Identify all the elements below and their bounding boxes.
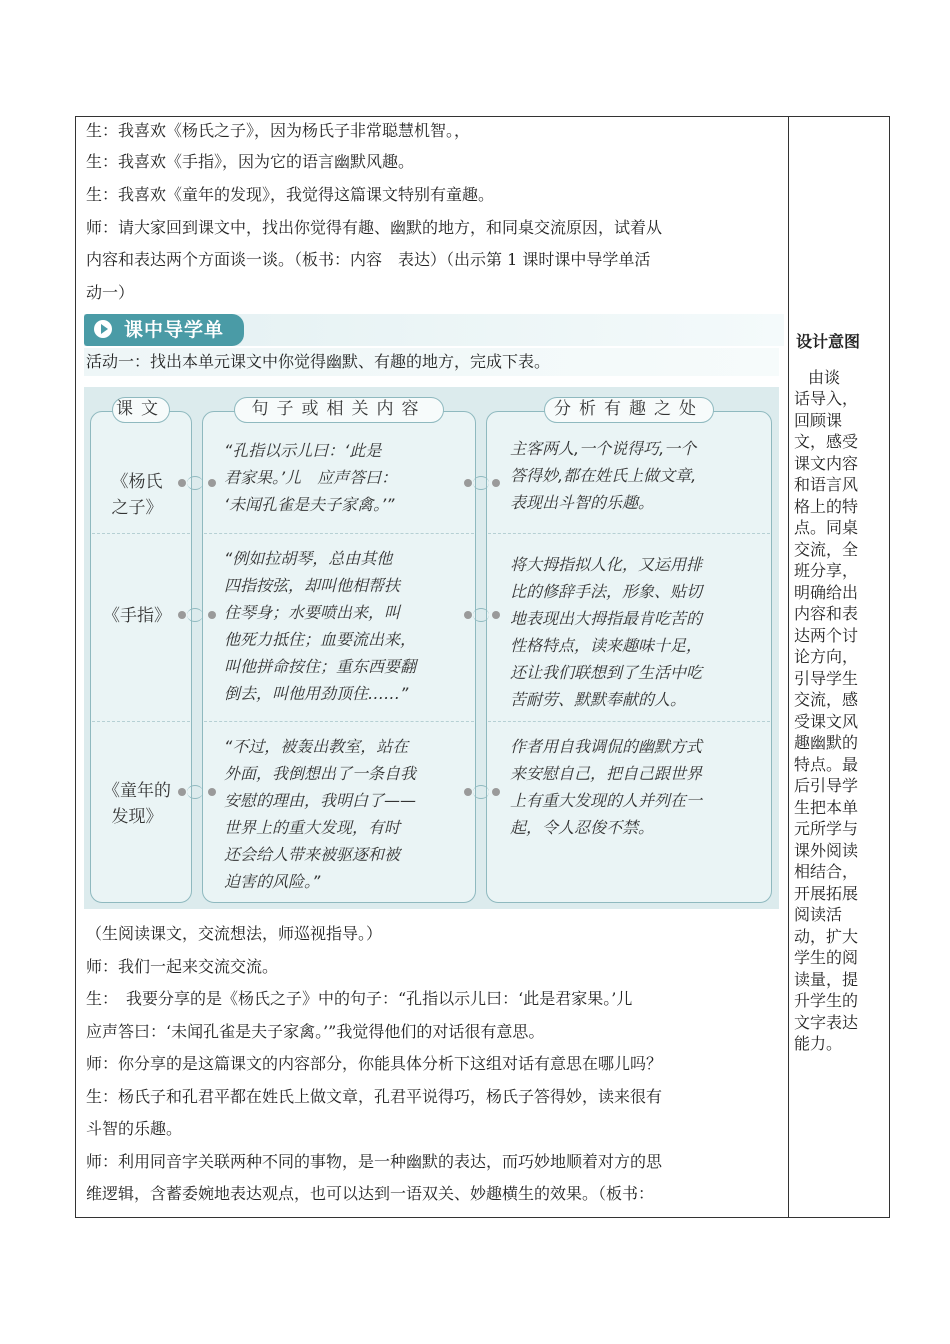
dialogue-line: 动一） [86,283,135,302]
row-separator [204,721,474,722]
design-intent-line: 交流，全 [794,539,859,559]
sentence-line: 叫他拼命按住；重东西要翻 [224,657,417,676]
design-intent-line: 后引导学 [794,776,859,795]
dialogue-line: 师：利用同音字关联两种不同的事物，是一种幽默的表达，而巧妙地顺着对方的思 [86,1152,663,1171]
connector-dot [178,788,186,796]
dialogue-line: 维逻辑，含蓄委婉地表达观点，也可以达到一语双关、妙趣横生的效果。（板书： [86,1184,655,1203]
design-intent-text [794,367,880,1055]
connector-dot [492,611,500,619]
sentence-line: 倒去，叫他用劲顶住……” [224,684,409,703]
dialogue-line: 内容和表达两个方面谈一谈。（板书：内容 表达）（出示第 1 课时课中导学单活 [86,250,651,269]
design-intent-line: 课文内容 [794,453,859,473]
sentence-line: “不过，被轰出教室，站在 [224,737,409,756]
analysis-line: 苦耐劳、默默奉献的人。 [510,690,687,709]
analysis-line: 上有重大发现的人并列在一 [510,791,703,810]
link-ring [187,476,203,490]
analysis-line: 答得妙,都在姓氏上做文章, [510,466,697,485]
connector-dot [464,479,472,487]
sentence-line: 外面，我倒想出了一条自我 [224,764,417,783]
design-intent-line: 话导入， [794,389,859,408]
design-intent-line: 课外阅读 [794,840,859,860]
link-ring [187,785,203,799]
row-separator [204,533,474,534]
design-intent-line: 由谈 [808,367,841,387]
sentence-line: 他死力抵住；血要流出来， [224,630,417,649]
design-intent-line: 趣幽默的 [794,733,859,752]
design-intent-line: 受课文风 [794,711,859,731]
sentence-line: 住琴身；水要喷出来，叫 [224,603,401,622]
lesson-title-line: 《手指》 [103,606,171,626]
analysis-line: 性格特点，读来趣味十足， [510,636,703,655]
play-icon [94,320,112,338]
row-separator [488,533,770,534]
banner-tab [84,314,244,346]
header-sentence: 句子或相关内容 [234,397,444,423]
row-separator [92,721,190,722]
design-intent-line: 生把本单 [794,797,859,817]
activity-instruction: 活动一：找出本单元课文中你觉得幽默、有趣的地方，完成下表。 [86,352,551,371]
sentence-cell [224,733,416,895]
design-intent-line: 动，扩大 [794,926,859,946]
sentence-line: 迫害的风险。” [224,872,321,891]
analysis-cell [510,435,696,516]
design-intent-line: 元所学与 [794,819,859,838]
connector-dot [464,788,472,796]
lesson-title-line: 发现》 [111,807,163,827]
sentence-cell [224,437,397,518]
connector-dot [208,611,216,619]
design-intent-line: 达两个讨 [794,625,859,645]
analysis-line: 地表现出大拇指最肯吃苦的 [510,609,703,628]
design-intent-line: 回顾课 [794,410,843,430]
design-intent-line: 引导学生 [794,668,859,688]
design-intent-line: 班分享， [794,561,859,580]
connector-dot [178,611,186,619]
dialogue-line: 生： 我要分享的是《杨氏之子》中的句子：“孔指以示儿曰：‘此是君家果。’儿 [86,989,633,1008]
column-divider [788,117,789,1217]
dialogue-line: 生：我喜欢《手指》，因为它的语言幽默风趣。 [86,152,415,171]
design-intent-line: 能力。 [794,1034,843,1053]
link-ring [473,608,489,622]
dialogue-line: 生：杨氏子和孔君平都在姓氏上做文章，孔君平说得巧，杨氏子答得妙，读来很有 [86,1087,663,1106]
dialogue-line: 师：请大家回到课文中，找出你觉得有趣、幽默的地方，和同桌交流原因，试着从 [86,218,663,237]
analysis-line: 将大拇指拟人化，又运用排 [510,555,703,574]
guide-sheet-banner [84,314,784,346]
connector-dot [464,611,472,619]
analysis-cell [510,733,702,841]
design-intent-line: 和语言风 [794,475,859,494]
connector-dot [178,479,186,487]
analysis-cell [510,551,702,713]
connector-dot [208,788,216,796]
analysis-line: 表现出斗智的乐趣。 [510,493,655,512]
sentence-line: ‘未闻孔雀是夫子家禽。’” [224,495,395,514]
analysis-line: 来安慰自己，把自己跟世界 [510,764,703,783]
design-intent-column [794,331,880,1055]
connector-dot [492,479,500,487]
analysis-line: 还让我们联想到了生活中吃 [510,663,703,682]
sentence-line: 世界上的重大发现，有时 [224,818,401,837]
link-ring [473,476,489,490]
lesson-cell [94,603,180,629]
dialogue-line: 生：我喜欢《童年的发现》，我觉得这篇课文特别有童趣。 [86,185,495,204]
sentence-line: 还会给人带来被驱逐和被 [224,845,401,864]
row-separator [92,533,190,534]
connector-dot [208,479,216,487]
design-intent-line: 阅读活 [794,905,843,924]
lesson-title-line: 之子》 [111,498,163,518]
sentence-line: “孔指以示儿曰：‘此是 [224,441,382,460]
header-analysis: 分析有趣之处 [544,397,714,423]
row-separator [488,721,770,722]
design-intent-line: 交流，感 [794,690,859,709]
lesson-cell [94,778,180,830]
analysis-line: 主客两人,一个说得巧,一个 [510,439,697,458]
lesson-cell [94,469,180,521]
banner-title: 课中导学单 [124,319,225,341]
design-intent-line: 特点。最 [794,754,859,774]
link-ring [473,785,489,799]
activity-worksheet-figure [84,387,779,909]
lesson-title-line: 《童年的 [103,781,171,801]
design-intent-line: 读量，提 [794,969,859,989]
analysis-line: 作者用自我调侃的幽默方式 [510,737,703,756]
design-intent-line: 学生的阅 [794,948,859,967]
design-intent-line: 开展拓展 [794,883,859,903]
dialogue-line: 师：你分享的是这篇课文的内容部分，你能具体分析下这组对话有意思在哪儿吗？ [86,1054,663,1073]
dialogue-line: 应声答曰：‘未闻孔雀是夫子家禽。’”我觉得他们的对话很有意思。 [86,1022,545,1041]
sentence-line: 君家果。’儿 应声答曰： [224,468,398,487]
design-intent-line: 升学生的 [794,991,859,1010]
design-intent-line: 相结合， [794,862,859,881]
design-intent-line: 文字表达 [794,1012,859,1032]
design-intent-line: 点。同桌 [794,518,859,537]
sentence-line: 四指按弦，却叫他相帮扶 [224,576,401,595]
design-intent-line: 文，感受 [794,432,859,451]
connector-dot [492,788,500,796]
design-intent-line: 明确给出 [794,582,859,602]
dialogue-line: 生：我喜欢《杨氏之子》，因为杨氏子非常聪慧机智。， [86,121,471,140]
design-intent-line: 格上的特 [794,496,859,516]
activity-bar [84,348,779,376]
sentence-line: 安慰的理由，我明白了—— [224,791,417,810]
dialogue-line: 师：我们一起来交流交流。 [86,957,279,976]
sentence-line: “例如拉胡琴，总由其他 [224,549,393,568]
design-intent-line: 内容和表 [794,604,859,623]
analysis-line: 比的修辞手法，形象、贴切 [510,582,703,601]
sentence-cell [224,545,416,707]
design-intent-line: 论方向， [794,647,859,666]
dialogue-line: （生阅读课文，交流想法，师巡视指导。） [86,924,383,943]
lesson-title-line: 《杨氏 [111,472,163,492]
header-lesson: 课文 [112,397,170,423]
link-ring [187,608,203,622]
analysis-line: 起，令人忍俊不禁。 [510,818,655,837]
dialogue-line: 斗智的乐趣。 [86,1119,183,1138]
design-intent-title: 设计意图 [796,332,861,351]
